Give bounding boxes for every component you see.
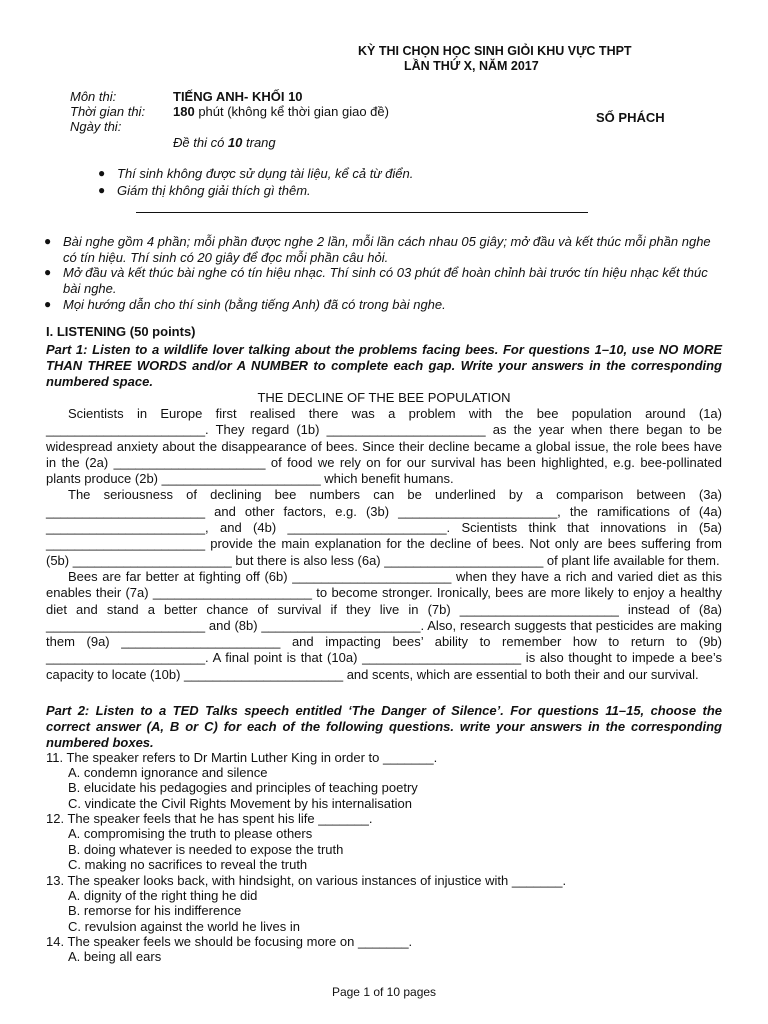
duration-value: 180 phút (không kể thời gian giao đề)	[173, 104, 389, 119]
part1-title: THE DECLINE OF THE BEE POPULATION	[257, 390, 511, 405]
option-a: A. condemn ignorance and silence	[68, 765, 268, 780]
option-b: B. doing whatever is needed to expose the truth	[68, 842, 344, 857]
listening-rule-item: ● Mở đầu và kết thúc bài nghe có tín hiệu nhạc. Thí sinh có 03 phút để hoàn chỉnh bài trước tín hiệu nhạc kết thúc bài nghe.	[44, 265, 708, 296]
page-count-note: Đề thi có 10 trang	[173, 135, 276, 150]
subject-value: TIẾNG ANH- KHỐI 10	[173, 89, 303, 104]
passage-paragraph: Scientists in Europe first realised there was a problem with the bee population around (1a) ______________________. They regard (1b) ______________________ as the year when there began to be widespread anxiety about the disappearance of bees. Since their decline became a global issue, the role bees have in the (2a) _____________________ of food we rely on for our survival has been highlighted, e.g. bee-pollinated plants produce (2b) ______________________ which benefit humans.	[46, 406, 722, 487]
option-a: A. dignity of the right thing he did	[68, 888, 258, 903]
subject-label: Môn thi:	[70, 89, 117, 104]
listening-rule-item: ● Bài nghe gồm 4 phần; mỗi phần được nghe 2 lần, mỗi lần cách nhau 05 giây; mở đầu và kết thúc mỗi phần nghe có tín hiệu. Thí sinh có 20 giây để đọc mỗi phần câu hỏi.	[44, 234, 711, 265]
bullet-icon: ●	[44, 297, 52, 311]
question-11: 11. The speaker refers to Dr Martin Luther King in order to _______.	[46, 750, 438, 765]
option-c: C. vindicate the Civil Rights Movement by his internalisation	[68, 796, 412, 811]
bullet-icon: ●	[98, 183, 106, 197]
question-13: 13. The speaker looks back, with hindsight, on various instances of injustice with _______.	[46, 873, 567, 888]
option-b: B. remorse for his indifference	[68, 903, 242, 918]
bullet-icon: ●	[44, 234, 52, 248]
option-c: C. revulsion against the world he lives in	[68, 919, 300, 934]
so-phach-label: SỐ PHÁCH	[596, 110, 665, 125]
option-a: A. being all ears	[68, 949, 162, 964]
bullet-icon: ●	[44, 265, 52, 279]
passage-paragraph: Bees are far better at fighting off (6b) ______________________ when they have a rich and varied diet as this enables their (7a) ______________________ to become stronger. Ironically, bees are more likely to enjoy a healthy diet and stand a better chance of survival if they live in (7b) ______________________ instead of (8a) ______________________ and (8b) ______________________. Also, research suggests that pesticides are making them (9a) ______________________ and impacting bees’ ability to remember how to return to (9b) ______________________. A final point is that (10a) ______________________ is also thought to impede a bee’s capacity to locate (10b) ______________________ and scents, which are essential to both their and our survival.	[46, 568, 722, 682]
option-a: A. compromising the truth to please others	[68, 826, 313, 841]
option-c: C. making no sacrifices to reveal the truth	[68, 857, 308, 872]
part1-passage	[46, 406, 722, 683]
question-14: 14. The speaker feels we should be focusing more on _______.	[46, 934, 413, 949]
exam-title-line1: KỲ THI CHỌN HỌC SINH GIỎI KHU VỰC THPT	[358, 44, 632, 58]
question-12: 12. The speaker feels that he has spent his life _______.	[46, 811, 373, 826]
listening-rule-item: ● Mọi hướng dẫn cho thí sinh (bằng tiếng Anh) đã có trong bài nghe.	[44, 297, 446, 312]
part2-instruction: Part 2: Listen to a TED Talks speech entitled ‘The Danger of Silence’. For questions 11–15, choose the correct answer (A, B or C) for each of the following questions. write your answers in the corresponding numbered boxes.	[46, 703, 722, 750]
passage-paragraph: The seriousness of declining bee numbers can be underlined by a comparison between (3a) ______________________ and other factors, e.g. (3b) ______________________, the ramifications of (4a) ______________________, and (4b) ______________________. Scientists think that innovations in (5a) ______________________ provide the main explanation for the decline of bees. Not only are bees suffering from (5b) ______________________ but there is also less (6a) ______________________ of plant life available for them.	[46, 487, 722, 568]
bullet-icon: ●	[98, 166, 106, 180]
rule-item: ● Thí sinh không được sử dụng tài liệu, kể cả từ điển.	[98, 166, 414, 181]
exam-date-label: Ngày thi:	[70, 119, 122, 134]
page-footer: Page 1 of 10 pages	[331, 985, 437, 999]
option-b: B. elucidate his pedagogies and principles of teaching poetry	[68, 780, 418, 795]
part1-instruction: Part 1: Listen to a wildlife lover talking about the problems facing bees. For questions 1–10, use NO MORE THAN THREE WORDS and/or A NUMBER to complete each gap. Write your answers in the corresponding numbered space.	[46, 342, 722, 389]
rule-item: ● Giám thị không giải thích gì thêm.	[98, 183, 311, 198]
section-title: I. LISTENING (50 points)	[46, 324, 196, 339]
duration-label: Thời gian thi:	[70, 104, 146, 119]
divider	[136, 212, 588, 213]
exam-title-line2: LẦN THỨ X, NĂM 2017	[404, 59, 539, 73]
